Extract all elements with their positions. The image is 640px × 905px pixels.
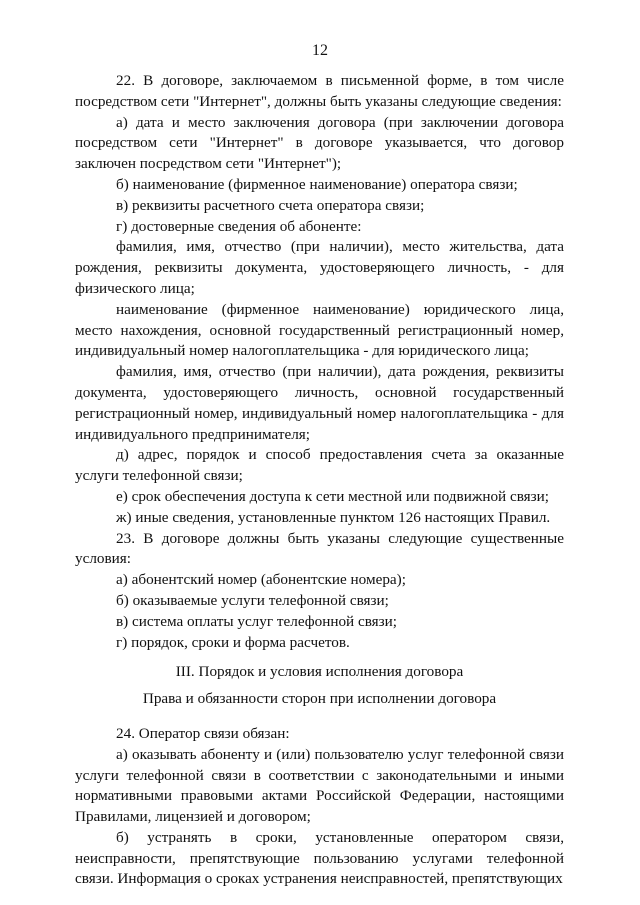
document-body [75, 71, 564, 890]
condition-v: в) система оплаты услуг телефонной связи; [116, 612, 398, 630]
section-title: III. Порядок и условия исполнения договора [175, 663, 464, 681]
page-number: 12 [312, 42, 328, 59]
list-item-v: в) реквизиты расчетного счета оператора связи; [116, 196, 425, 214]
condition-a: а) абонентский номер (абонентские номера); [116, 571, 406, 589]
paragraph-24: 24. Оператор связи обязан: [116, 724, 290, 742]
subscriber-entrepreneur: фамилия, имя, отчество (при наличии), дата рождения, реквизиты документа, удостоверяющего личность, основной государственный регистрационный номер, индивидуальный номер налогоплательщика - для индивидуального предпринимателя; [75, 363, 564, 443]
condition-g: г) порядок, сроки и форма расчетов. [116, 633, 350, 651]
list-item-e: е) срок обеспечения доступа к сети местной или подвижной связи; [116, 487, 550, 505]
subscriber-individual: фамилия, имя, отчество (при наличии), место жительства, дата рождения, реквизиты документа, удостоверяющего личность, - для физического лица; [75, 238, 564, 297]
subsection-title: Права и обязанности сторон при исполнении договора [142, 690, 497, 708]
list-item-d: д) адрес, порядок и способ предоставления счета за оказанные услуги телефонной связи; [75, 446, 564, 485]
list-item-zh: ж) иные сведения, установленные пунктом 126 настоящих Правил. [116, 508, 551, 526]
paragraph-23: 23. В договоре должны быть указаны следующие существенные условия: [75, 529, 564, 568]
subscriber-legal-entity: наименование (фирменное наименование) юридического лица, место нахождения, основной государственный регистрационный номер, индивидуальный номер налогоплательщика - для юридического лица; [75, 300, 564, 360]
list-item-b: б) наименование (фирменное наименование) оператора связи; [116, 175, 518, 193]
list-item-g: г) достоверные сведения об абоненте: [116, 217, 362, 235]
obligation-a: а) оказывать абоненту и (или) пользователю услуг телефонной связи услуги телефонной связи в соответствии с законодательными и иными нормативными правовыми актами Российской Федерации, настоящими Правилами, лицензией и договором; [75, 745, 564, 826]
obligation-b: б) устранять в сроки, установленные оператором связи, неисправности, препятствующие пользованию услугами телефонной связи. Информация о сроках устранения неисправностей, препятствующих [75, 828, 564, 888]
paragraph-22: 22. В договоре, заключаемом в письменной форме, в том числе посредством сети "Интернет", должны быть указаны следующие сведения: [75, 72, 564, 110]
list-item-a: а) дата и место заключения договора (при заключении договора посредством сети "Интернет" в договоре указывается, что договор заключен посредством сети "Интернет"); [75, 113, 564, 173]
condition-b: б) оказываемые услуги телефонной связи; [116, 591, 389, 609]
